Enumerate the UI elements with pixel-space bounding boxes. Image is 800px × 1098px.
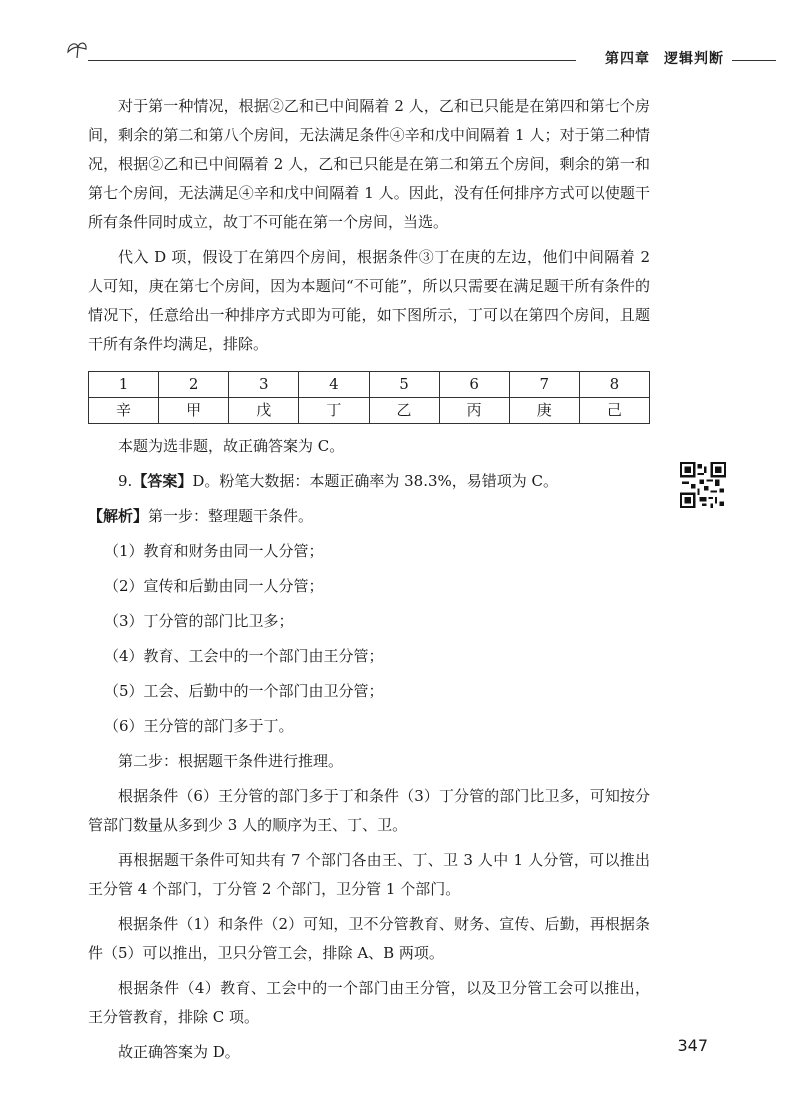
page-number: 347 — [677, 1036, 708, 1055]
table-cell: 8 — [579, 372, 649, 398]
table-row-room-numbers — [89, 372, 650, 398]
answer-text: D。粉笔大数据：本题正确率为 38.3%，易错项为 C。 — [192, 472, 559, 490]
reasoning-paragraph: 再根据题干条件可知共有 7 个部门各由王、丁、卫 3 人中 1 人分管，可以推出王分管 4 个部门，丁分管 2 个部门，卫分管 1 个部门。 — [88, 851, 650, 898]
analysis-tag: 【解析】 — [88, 507, 149, 525]
final-answer: 故正确答案为 D。 — [118, 1043, 240, 1061]
conclusion-q8: 本题为选非题，故正确答案为 C。 — [118, 437, 345, 455]
header-rule-right — [732, 60, 776, 61]
table-cell: 6 — [439, 372, 509, 398]
chapter-title: 逻辑判断 — [664, 51, 724, 67]
table-cell: 丙 — [439, 398, 509, 424]
table-cell: 5 — [369, 372, 439, 398]
answer-tag: 【答案】 — [132, 472, 193, 490]
analysis-line — [88, 502, 650, 531]
reasoning-paragraph: 根据条件（1）和条件（2）可知，卫不分管教育、财务、宣传、后勤，再根据条件（5）可以推出，卫只分管工会，排除 A、B 两项。 — [88, 915, 650, 962]
q9-answer-line — [88, 467, 650, 496]
table-cell: 2 — [159, 372, 229, 398]
table-cell: 甲 — [159, 398, 229, 424]
reasoning-paragraph: 根据条件（4）教育、工会中的一个部门由王分管，以及卫分管工会可以推出，王分管教育，排除 C 项。 — [88, 979, 650, 1026]
table-cell: 庚 — [509, 398, 579, 424]
condition-item: （5）工会、后勤中的一个部门由卫分管； — [104, 682, 384, 700]
step-one: 第一步：整理题干条件。 — [148, 507, 314, 525]
chapter-heading — [605, 48, 724, 68]
table-cell: 4 — [299, 372, 369, 398]
leaf-icon — [64, 38, 90, 60]
table-cell: 3 — [229, 372, 299, 398]
condition-item: （6）王分管的部门多于丁。 — [104, 717, 294, 735]
paragraph-case-analysis: 对于第一种情况，根据②乙和已中间隔着 2 人，乙和已只能是在第四和第七个房间，剩余的第二和第八个房间，无法满足条件④辛和戊中间隔着 1 人；对于第二种情况，根据②乙和已中间隔着 2 人，乙和已只能是在第二和第五个房间，剩余的第一和第七个房间，无法满足④辛和戊中间隔着 1 人。因此，没有任何排序方式可以使题干所有条件同时成立，故丁不可能在第一个房间，当选。 — [88, 97, 650, 231]
reasoning-paragraph: 根据条件（6）王分管的部门多于丁和条件（3）丁分管的部门比卫多，可知按分管部门数量从多到少 3 人的顺序为王、丁、卫。 — [88, 787, 650, 834]
table-cell: 丁 — [299, 398, 369, 424]
condition-item: （1）教育和财务由同一人分管； — [104, 542, 324, 560]
table-cell: 乙 — [369, 398, 439, 424]
room-arrangement-table — [88, 371, 650, 424]
chapter-number: 第四章 — [605, 51, 650, 67]
table-cell: 戊 — [229, 398, 299, 424]
running-header — [64, 38, 776, 68]
step-two: 第二步：根据题干条件进行推理。 — [118, 752, 344, 770]
condition-item: （2）宣传和后勤由同一人分管； — [104, 577, 324, 595]
table-cell: 己 — [579, 398, 649, 424]
condition-item: （3）丁分管的部门比卫多； — [104, 612, 294, 630]
condition-item: （4）教育、工会中的一个部门由王分管； — [104, 647, 384, 665]
table-cell: 辛 — [89, 398, 159, 424]
paragraph-option-d: 代入 D 项，假设丁在第四个房间，根据条件③丁在庚的左边，他们中间隔着 2 人可知，庚在第七个房间，因为本题问“不可能”，所以只需要在满足题干所有条件的情况下，任意给出一种排序方式即为可能，如下图所示，丁可以在第四个房间，且题干所有条件均满足，排除。 — [88, 248, 650, 353]
question-number: 9. — [118, 472, 133, 490]
table-cell: 7 — [509, 372, 579, 398]
table-cell: 1 — [89, 372, 159, 398]
header-rule — [88, 60, 576, 61]
page-body — [88, 92, 650, 1067]
qr-code-icon[interactable] — [680, 462, 726, 508]
table-row-people — [89, 398, 650, 424]
